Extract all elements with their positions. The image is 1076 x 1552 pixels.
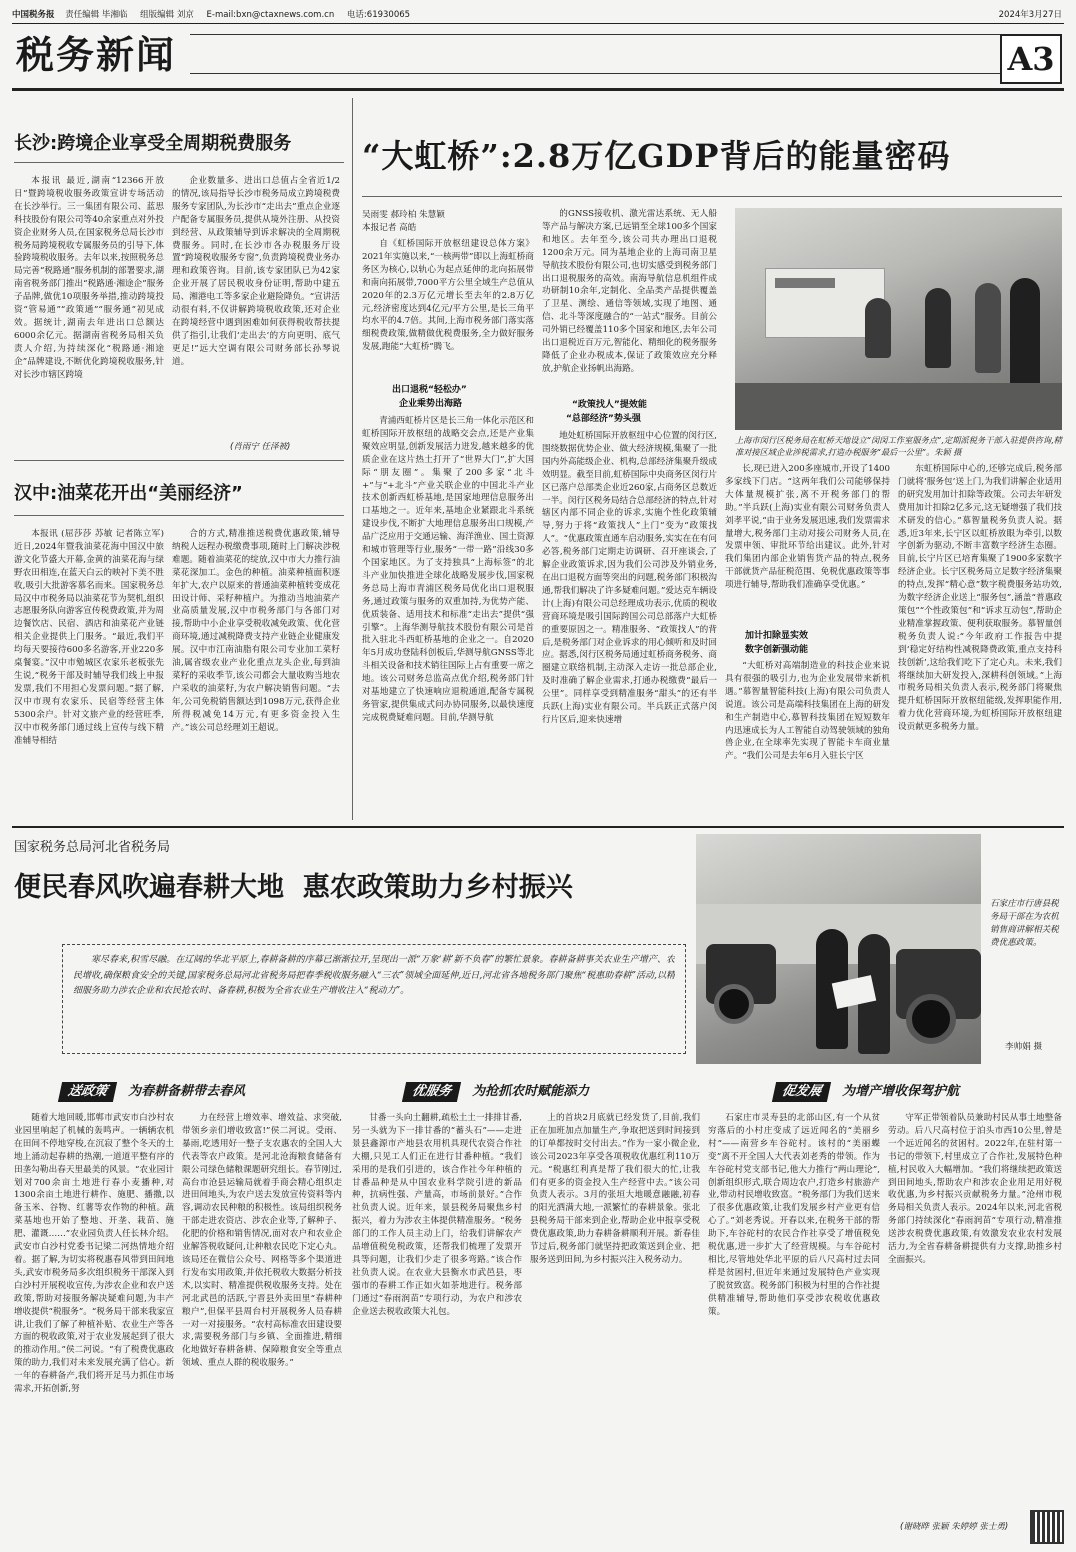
hebei-lead-text: 寒尽春来,积雪尽融。在辽阔的华北平原上,春耕备耕的序幕已渐渐拉开,呈现出一派“万象‘耕’新不负春”的繁忙景象。春耕备耕事关农业生产增产、农民增收,确保粮食安全的关键,国家税务总局河北省税务局把春季税收服务融入“三农”领域全面延伸,近日,河北省各地税务部门聚焦“税惠助春耕”活动,以精细服务助力涉农企业和农民抢农时、备春耕,积极为全省农业生产增收注入“税动力”。 [73,955,675,996]
hongqiao-caption: 上海市闵行区税务局在虹桥天地设立“闵闵工作室服务点”,定期派税务干部入驻提供咨询,精准对接区域企业涉税需求,打造办税服务“最后一公里”。朱颖 摄 [735,435,1062,457]
hongqiao-sub3a: 加计扣除显实效 [745,631,809,641]
hongqiao-col2b: 地处虹桥国际开放枢纽中心位置的闵行区,围绕数据优势企业、做大经济规模,集聚了一批国内外高能级企业、机构,总部经济集聚升级成效明显。截至目前,虹桥国际中央商务区闵行片区已落户总部类企业近260家,占商务区总数近一半。闵行区税务局结合总部经济的特点,针对辖区内部不同企业的诉求,实施个性化政策辅导,努力于将“政策找人”上门”变为“政策找人”。“优惠政策直通车启动服务,实实在在有问必答,税务部门定期走访调研、召开座谈会,了解企业政策诉求,因为我们公司涉及外销业务,在出口退税方面等突出的问题,税务部门积极沟通,帮我们解决了许多疑难问题。”爱达克车辆设计(上海)有限公司总经理成功表示,优质的税收营商环境是吸引国际跨国公司总部落户大虹桥的重要原因之一。精准服务、“政策找人”的背后,是税务部门对企业诉求的用心倾听和及时回应。据悉,闵行区税务局通过虹桥商务税务、商圈建立联络机制,主动深入走访一批总部企业,及时准确了解企业需求,打通办税缴费“最后一公里”。同样享受到精准服务“甜头”的还有半兵跃(上海)实业有限公司。半兵跃正式落户闵行片区后,迎来快速增 [542,431,717,725]
banner-policy [60,1080,340,1102]
hebei-kicker: 国家税务总局河北省税务局 [14,840,171,855]
hebei-col5: 石家庄市灵寿县的北部山区,有一个从贫穷落后的小村庄变成了远近闻名的“美丽乡村”——南营乡车谷砣村。该村的“美丽蝶变”离不开全国人大代表刘老秀的带领。作为车谷砣村党支部书记,他大力推行“两山理论”,创新组织形式,联合周边农户,打造乡村旅游产业,带动村民增收致富。“税务部门为我们送来了很多优惠政策,让我们发展乡村产业更有信心了。”刘老秀说。开春以来,在税务干部的帮助下,车谷砣村的农民合作社享受了增值税免税优惠,进一步扩大了经营规模。与车谷砣村相比,尽管地处华北平原的后八尺高村过去同样是贫困村,但近年来通过发展特色产业实现了脱贫致富。税务部门积极为村里的合作社提供精准辅导,帮助他们享受涉农税收优惠政策。 [708,1113,880,1317]
hongqiao-sub1a: 出口退税“轻松办” [392,385,467,395]
top-rule [12,23,1064,24]
mid-rule [12,826,1064,828]
hebei-photo [696,834,981,1064]
hongqiao-col2a: 的GNSS接收机、激光雷达系统、无人船等产品与解决方案,已远销至全球100多个国家和地区。去年至今,该公司共办理出口退税1200余万元。同为基地企业的上海司南卫星导航技术股份有限公司,也切实感受到税务部门出口退税服务的高效。南海导航信息机组件成功研制10余年,定制化、全品类产品提供覆盖了卫星、测绘、通信等领域,实现了地图、通信、北斗等深度融合的“一站式”服务。目前公司外销已经覆盖110多个国家和地区,去年公司出口退税近百万元,智能化、精细化的税务服务降低了企业办税成本,保证了政策效应充分释放,护航企业扬帆出海路。 [542,209,717,374]
changsha-col1: 本报讯 最近,湖南“12366开放日”暨跨境税收服务政策宣讲专场活动在长沙举行。三一集团有限公司、蓝思科技股份有限公司等40余家重点对外投资企业财务人员,在国家税务总局长沙市税务局跨境税收专属服务员的引导下,体验跨境税收服务。去年以来,按照税务总局完善“税路通”服务机制的部署要求,湖南省税务部门推出“税路通·湘途企”服务子品牌,做优10项服务举措,推动跨境投资“管易通”“政策通”“服务通”初见成效。据统计,湖南去年进出口总额达6000余亿元。据湖南省税务局相关负责人介绍,为持续深化“税路通·湘途企”品牌建设,不断优化跨境税收服务,针对长沙市辖区跨境 [14,176,164,380]
hongqiao-sub2b: “总部经济”势头强 [566,414,641,424]
hongqiao-byline1: 吴雨雯 郝玲柏 朱慧颖 [362,210,445,220]
hongqiao-byline2: 本报记者 高皓 [362,223,417,233]
hebei-photo-credit: 李帅娟 摄 [1005,1042,1043,1052]
hongqiao-col3a: 长,现已进入200多座城市,开设了1400多家线下门店。“这两年我们公司能够保持大体量规模扩张,离不开税务部门的帮助。”半兵跃(上海)实业有限公司财务负责人刘孝平说,“由于业务发展迅速,我们发票需求量增大,税务部门主动对接公司财务人员,在发票申领、审批环节给出建议。此外,针对我们集团内部企业销售货产品的特点,税务干部就货产品征税范围、免税优惠政策等事项进行辅导,帮助我们准确享受优惠。” [725,464,890,591]
qr-code-icon [1030,1510,1064,1544]
hebei-col6: 守军正带领着队员兼助村民从事土地整备劳动。后八尺高村位于泊头市西10公里,曾是一个远近闻名的贫困村。2022年,在驻村第一书记的带领下,村里成立了合作社,发展特色种植,村民收入大幅增加。“我们将继续把政策送到田间地头,帮助农户和涉农企业用足用好税收优惠,为乡村振兴贡献税务力量。”沧州市税务局相关负责人表示。2024年以来,河北省税务部门持续深化“春雨润苗”专项行动,精准推送涉农税费优惠政策,有效激发农业农村发展活力,为全省春耕备耕提供有力支撑,助推乡村全面振兴。 [888,1113,1062,1265]
changsha-headline: 长沙:跨境企业享受全周期税费服务 [14,133,292,154]
column-divider [352,98,353,820]
changsha-col2: 企业数量多、进出口总值占全省近1/2的情况,该局指导长沙市税务局成立跨境税费服务专家团队,为长沙市“走出去”重点企业逐户配备专属服务员,提供从境外注册、从投资到经营、从政策辅导到诉求解决的全周期税费服务。同时,在长沙市各办税服务厅设置“跨境税收服务专窗”,负责跨境税费业务办理和政策咨询。目前,该专家团队已为42家企业开展了居民税收身份证明,帮助中建五局、湘港电工等多家企业避险降负。“宣讲活动很有料,不仅讲解跨境税收政策,还对企业在跨境经营中遇到困难如何获得税收帮扶提供了指引,让我们‘走出去’的方向更明、底气更足!”远大空调有限公司财务部长孙琴说道。 [172,176,340,367]
hongqiao-col1b: 青浦西虹桥片区是长三角一体化示范区和虹桥国际开放枢纽的战略交会点,还是产业集聚效应明显,创新发展活力迸发,越来越多的优质企业在这片热土打开了“世界大门”,扩大国际“朋友圈”。集聚了200多家“北斗+”与“+北斗”产业关联企业的中国北斗产业技术创新西虹桥基地,是国家地理信息服务出口基地之一。近年来,基地企业紧跟北斗系统建设步伐,不断扩大地理信息服务出口规模,产品广泛应用于交通运输、海洋渔业、国土资源和城市管理等行业,服务“一带一路”沿线30多个国家地区。为了支持独具“上海标签”的北斗产业加快推进全球化战略发展步伐,国家税务总局上海市青浦区税务局优化出口退税服务,通过政策与服务的双重加持,为优势产能、优质装备、适用技术和标准“走出去”提供“强引擎”。上海华测导航技术股份有限公司是首批入驻北斗西虹桥基地的企业之一。自2020年5月成功登陆科创板后,华测导航GNSS等北斗相关设备和技术销往国际上占有重要一席之地。该公司财务总监高点优介绍,税务部门针对基地建立了快速响应退税通道,配备专属税务管家,提供集成式问办协同服务,以最快速度完成税费疑难问题。目前,华测导航 [362,416,534,723]
hebei-col2: 力在经营上增效率、增效益、求突破,带领乡亲们增收致富!”侯二河说。受雨、暴雨,吃透用好一整子支农惠农的全国人大代表等农户政策。是河北沧海粮食储备有限公司绿色储粮课题研究组长。春节刚过,高台市沧县运输局就着手商会精心组织走进田间地头,为农户送去发放宣传资料等内容,调动农民种粮的积极性。该局组织税务干部走进农资店、涉农企业等,了解种子、化肥的价格和销售情况,面对农户和农业企业解答税收疑问,让种粮农民吃下定心丸。该局还在微信公众号、网格等多个渠道进行发布实用政策,并依托税收大数据分析技术,以实时、精准提供税收服务支持。处在河北武邑的活跃,宁晋县外卖田里“春耕种粮户”,但保平县周台村开展税务人员春耕一对一对接服务。“农村高标准农田建设要求,需要税务部门与乡镇、全面推进,精细化地做好春耕备耕、保障粮食安全等重点领域、重点人群的税收服务。” [182,1113,342,1369]
phone: 电话:61930065 [346,10,411,20]
page-number: A3 [1000,34,1062,84]
hanzhong-col2: 合的方式,精准推送税费优惠政策,辅导纳税人远程办税缴费事项,随时上门解决涉税难题。随着油菜花的绽放,汉中市大力推行油菜花深加工。金色的种植。油菜种植面积逐年扩大,农户以原来的普通油菜种植转变成花田设计师、采籽种植户。为推动当地油菜产业高质量发展,汉中市税务部门与各部门对接,帮助中小企业享受税收减免政策、优化营商环境,通过减税降费支持产业链企业健康发展。汉中市江南油脂有限公司专业加工菜籽油,属省级农业产业化重点龙头企业,每到油菜籽的采收季节,该公司都会大量收购当地农户采收的油菜籽,为农户解决销售问题。“去年,公司免税销售额达到1098万元,获得企业所得税减免14万元,有更多资金投入生产。”该公司总经理刘王超说。 [172,529,340,733]
hongqiao-col1a: 自《虹桥国际开放枢纽建设总体方案》2021年实施以来,“一核两带”即以上海虹桥商务区为核心,以轨心为起点延伸的北向拓展带和南向拓展带,7000平方公里全域生产总值从2020年的2.3万亿元增长至去年的2.8万亿元,经济密度达到4亿元/平方公里,是长三角平均水平的4.7倍。其间,上海市税务部门落实落细税费政策,做精做优税费服务,全力做好服务发展,跑能“大虹桥”腾飞。 [362,239,534,353]
hebei-col4: 上的首块2月底就已经发货了,目前,我们正在加班加点加量生产,争取把送到时间接到的订单都按时交付出去。”作为一家小微企业,该公司2023年享受各项税收优惠红利110万元。“税惠红利真是帮了我们很大的忙,让我们有更多的资金投入生产经营中去。”该公司负责人表示。3月的张垣大地暖意融融,初春的阳光洒满大地,一派繁忙的春耕景象。张北县税务局干部来到企业,帮助企业申报享受税费优惠政策,助力春耕备耕顺利开展。新春佳节过后,税务部门就坚持把政策送到企业、把服务送到田间,为乡村振兴注入税务动力。 [530,1113,700,1265]
banner-service [404,1080,684,1102]
banner-policy-title: 为春耕备耕带去春风 [128,1084,246,1099]
issue-date: 2024年3月27日 [998,10,1062,20]
hongqiao-sub3b: 数字创新强动能 [745,645,809,655]
section-ornament [190,34,1010,74]
hanzhong-headline: 汉中:油菜花开出“美丽经济” [14,483,243,504]
hebei-byline: (谢晓晔 张颖 朱婷婷 张士勇) [900,1522,1009,1532]
changsha-byline: (肖雨宁 任泽被) [230,442,291,452]
hebei-lead [62,944,686,1054]
banner-development [774,1080,1054,1102]
email: E-mail:bxn@ctaxnews.com.cn [206,10,335,20]
hebei-col1: 随着大地回暖,邯郸市武安市白沙村农业园里响起了机械的轰鸣声。一辆辆农机在田间不停地穿梭,在沉寂了整个冬天的土地上涌动起春耕的热潮,一道道平整有序的田垄勾勒出春天里最美的风景。“农业园计划对700余亩土地进行春小麦播种,对1300余亩土地进行耕作、施肥、播撒,以备玉米、谷物、红薯等农作物的种植。蔬菜基地也开始了整地、开垄、栽苗、施肥、灌溉……”农业园负责人任长林介绍。武安市白沙村党委书记梁二河热情地介绍着。据了解,为切实将税惠春风带到田间地头,武安市税务局多次组织税务干部深入到白沙村开展税收宣传,为涉农企业和农户送政策,帮助对接服务解决疑难问题,为丰产增收提供“税服务”。“税务局干部来我家宣讲,让我们了解了种植补贴、农业生产等各方面的税收政策,对于农业发展起到了很大的推动作用。”侯二河说。“有了税费优惠政策的助力,我们对未来发展充满了信心。新一年的春耕备产,我们将开足马力抓住市场需求,开拓创新,努 [14,1113,174,1395]
hebei-caption: 石家庄市行唐县税务局干部在为农机销售商讲解相关税费优惠政策。 [990,899,1059,948]
hongqiao-col4: 东虹桥国际中心的,还够完成后,税务部门就将‘服务包’送上门,为我们讲解企业适用的研究发用加计扣除等政策。公司去年研发费用加计扣除2亿多元,这无疑增强了我们技术研发的信心。”慕智量税务负责人说。据悉,近3年来,长宁区以虹桥放眼为牵引,以数字创新为驱动,不断丰富数字经济生态圈。目前,长宁片区已培育集聚了1900多家数字经济企业。长宁区税务局立足数字经济集聚的特点,发挥“精心意”数字税费服务站功效,为数字经济企业送上“服务包”,涵盖“普惠政策包”“个性政策包”和“诉求互动包”,帮助企业精准掌握政策、便利获取服务。慕智量创税务负责人说:“今年政府工作报告中提到‘稳定好结构性减税降费政策,重点支持科技创新’,这给我们吃下了定心丸。未来,我们将继续加大研发投入,深耕科创领域。”上海市税务局相关负责人表示,税务部门将聚焦提升虹桥国际开放枢纽能级,发挥职能作用,着力优化营商环境,为虹桥国际开放枢纽建设贡献更多税务力量。 [898,464,1062,733]
banner-policy-tag: 送政策 [58,1082,117,1102]
hanzhong-col1: 本报讯 (屈莎莎 苏敏 记者陈立军) 近日,2024年暨我油菜花海中国汉中旅游文化节盛大开幕,金黄的油菜花海与绿野农田相连,在蓝天白云的映衬下美不胜收,吸引大批游客慕名而来。国家税务总局汉中市税务局以油菜花节为契机,组织志愿服务队向游客宣传税费政策,并为周边餐饮店、民宿、酒店和油菜花产业链相关企业提供上门服务。“最近,我们平均每天要接待600多名游客,开业220多桌餐宴。”汉中市勉城区农家乐老板张先生说,“税务干部及时辅导我们线上申报发票,我们不用担心发票问题。”据了解,汉中市现有农家乐、民宿等经营主体5300余户。针对文旅产业的经营旺季,汉中市税务部门通过线上宣传与线下精准辅导相结 [14,529,164,746]
hongqiao-sub2a: “政策找人”提效能 [572,400,647,410]
hongqiao-photo [735,208,1062,430]
header-rule [12,88,1064,91]
hongqiao-sub1b: 企业乘势出海路 [399,399,463,409]
editor: 责任编辑 毕湘临 [65,10,128,20]
banner-service-tag: 优服务 [402,1082,461,1102]
hongqiao-col3b: “大虹桥对高端制造业的科技企业来说具有很强的吸引力,也为企业发展带来新机遇。”慕智量智能科技(上海)有限公司负责人说道。该公司是高端科技集团在上海的研发和生产制造中心,慕智科技集团在短短数年内迅速成长为人工智能自动驾驶领域的独角兽企业,在全球率先实现了智能卡车商业量产。“我们公司是去年6月入驻长宁区 [725,661,890,762]
hebei-col3: 甘番一头向土翻耕,疏松土土一排排甘番,另一头就为下一排甘番的“蓄头石”——走进景县鑫源市产地县农用机具现代农资合作社大棚,只见工人们正在进行甘番种植。“我们采用的是我们引进的，该合作社今年种植的甘番品种是从中国农业科学院引进的新品种，抗病性强、产量高，市场前景好。”合作社负责人说。近年来，景县税务局聚焦乡村振兴，着力为涉农主体提供精准服务。“税务部门的工作人员主动上门，给我们讲解农产品增值税免税政策，还帮我们梳理了发票开具等问题，让我们少走了很多弯路。”该合作社负责人说。在农业大县衡水市武邑县，枣强市的春耕工作正如火如荼地进行。税务部门通过“春雨润苗”专项行动，为农户和涉农企业送去税收政策大礼包。 [352,1113,522,1317]
paper-name: 中国税务报 [12,10,55,20]
hebei-headline: 便民春风吹遍春耕大地 惠农政策助力乡村振兴 [14,872,573,903]
section-title: 税务新闻 [16,32,177,77]
top-strip [12,8,1062,22]
banner-development-tag: 促发展 [772,1082,831,1102]
hongqiao-headline: “大虹桥”:2.8万亿GDP背后的能量密码 [362,137,951,175]
designer: 组版编辑 刘京 [140,10,194,20]
banner-service-title: 为抢抓农时赋能添力 [472,1084,590,1099]
banner-development-title: 为增产增收保驾护航 [842,1084,960,1099]
